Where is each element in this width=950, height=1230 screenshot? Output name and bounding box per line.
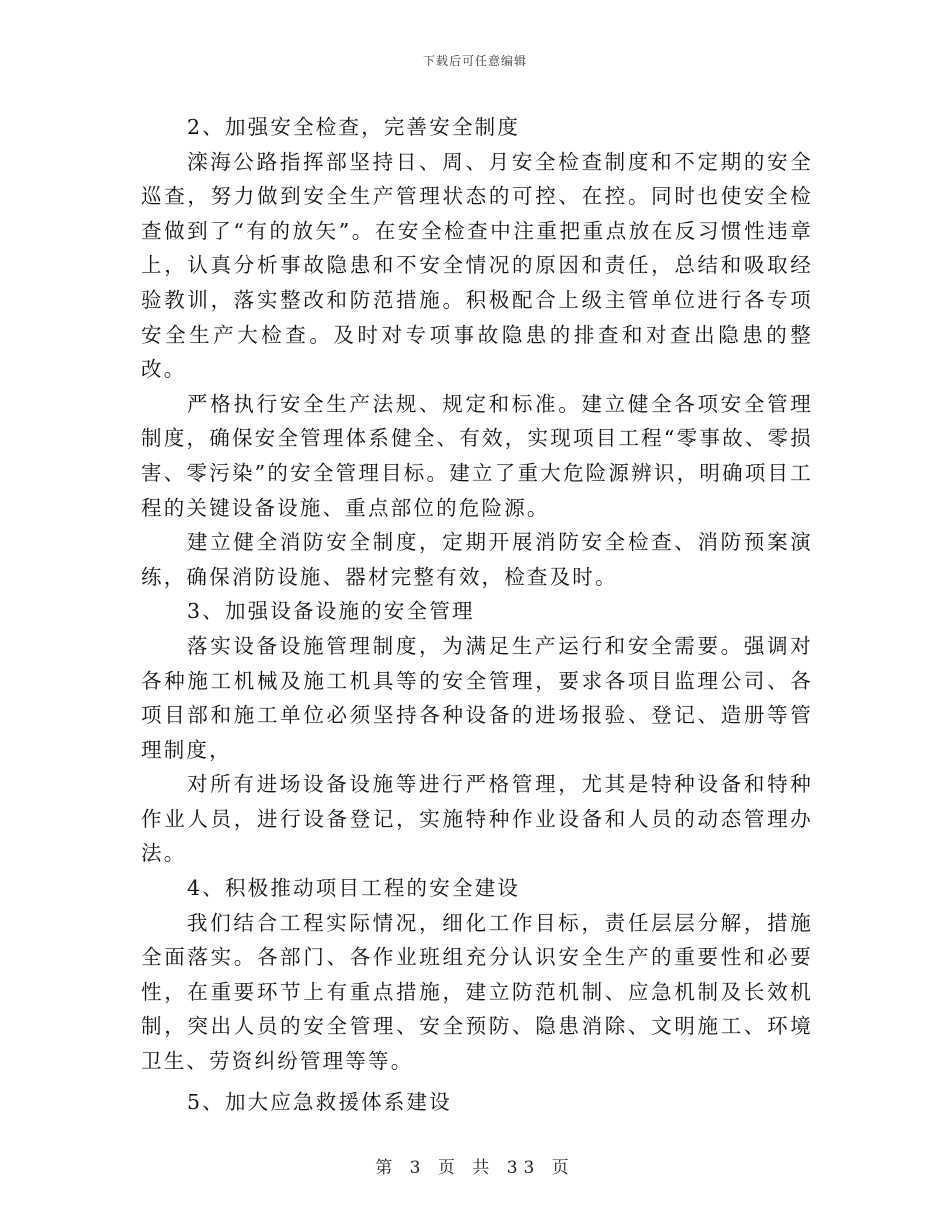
section-heading-4: 4、积极推动项目工程的安全建设 [187,876,521,901]
paragraph-equipment-strict: 对所有进场设备设施等进行严格管理，尤其是特种设备和特种作业人员，进行设备登记，实施特种作业设备和人员的动态管理办法。 [141,772,813,866]
page-header: 下载后可任意编辑 [422,54,527,68]
paragraph-equipment-management: 落实设备设施管理制度，为满足生产运行和安全需要。强调对各种施工机械及施工机具等的安全管理，要求各项目监理公司、各项目部和施工单位必须坚持各种设备的进场报验、登记、造册等管理制度， [141,633,813,762]
paragraph-inspection: 滦海公路指挥部坚持日、周、月安全检查制度和不定期的安全巡查，努力做到安全生产管理状态的可控、在控。同时也使安全检查做到了“有的放矢”。在安全检查中注重把重点放在反习惯性违章上，认真分析事故隐患和不安全情况的原因和责任，总结和吸取经验教训，落实整改和防范措施。积极配合上级主管单位进行各专项安全生产大检查。及时对专项事故隐患的排查和对查出隐患的整改。 [141,149,813,382]
paragraph-project-safety: 我们结合工程实际情况，细化工作目标，责任层层分解，措施全面落实。各部门、各作业班组充分认识安全生产的重要性和必要性，在重要环节上有重点措施，建立防范机制、应急机制及长效机制，突出人员的安全管理、安全预防、隐患消除、文明施工、环境卫生、劳资纠纷管理等等。 [141,910,813,1074]
section-heading-2: 2、加强安全检查，完善安全制度 [187,115,521,139]
section-heading-3: 3、加强设备设施的安全管理 [187,599,475,624]
section-heading-5: 5、加大应急救援体系建设 [187,1089,452,1114]
paragraph-regulations: 严格执行安全生产法规、规定和标准。建立健全各项安全管理制度，确保安全管理体系健全、有效，实现项目工程“零事故、零损害、零污染”的安全管理目标。建立了重大危险源辨识，明确项目工程的关键设备设施、重点部位的危险源。 [141,391,813,520]
document-body [141,110,813,1119]
paragraph-fire-safety: 建立健全消防安全制度，定期开展消防安全检查、消防预案演练，确保消防设施、器材完整有效，检查及时。 [141,530,813,589]
page-number: 第 3 页 共 33 页 [375,1158,575,1178]
